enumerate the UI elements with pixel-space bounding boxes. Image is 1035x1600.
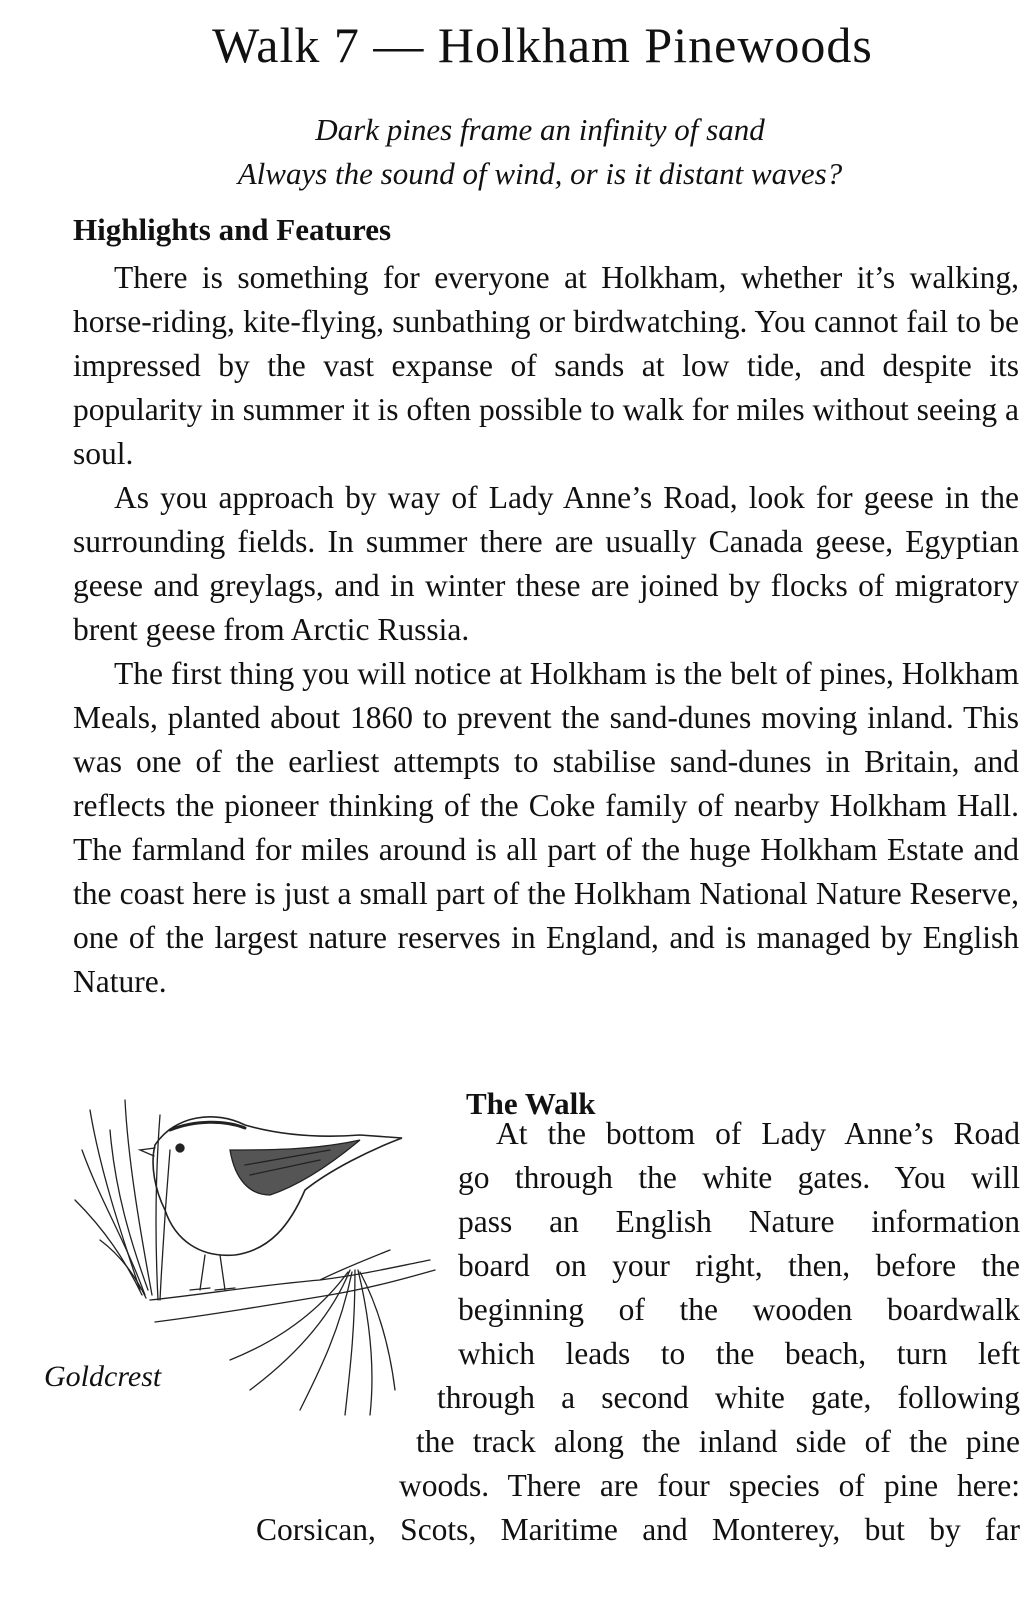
walk-line: board on your right, then, before the <box>458 1248 1020 1283</box>
epigraph-line-2: Always the sound of wind, or is it distant waves? <box>237 156 843 191</box>
page-title: Walk 7 — Holkham Pinewoods <box>212 17 873 73</box>
highlights-heading: Highlights and Features <box>73 212 392 247</box>
walk-text <box>250 1112 1020 1552</box>
walk-line: the track along the inland side of the pine <box>416 1424 1020 1459</box>
walk-line: Corsican, Scots, Maritime and Monterey, but by far <box>256 1512 1020 1547</box>
epigraph-line-1: Dark pines frame an infinity of sand <box>315 112 765 147</box>
walk-line: which leads to the beach, turn left <box>458 1336 1020 1371</box>
highlights-paragraph-3: The first thing you will notice at Holkham is the belt of pines, Holkham Meals, planted about 1860 to prevent the sand-dunes moving inland. This was one of the earliest attempts to stabilise sand-dunes in Britain, and reflects the pioneer thinking of the Coke family of nearby Holkham Hall. The farmland for miles around is all part of the huge Holkham Estate and the coast here is just a small part of the Holkham National Nature Reserve, one of the largest nature reserves in England, and is managed by English Nature. <box>73 656 1019 999</box>
walk-line: beginning of the wooden boardwalk <box>458 1292 1020 1327</box>
walk-heading: The Walk <box>466 1086 596 1121</box>
walk-line: woods. There are four species of pine here: <box>399 1468 1020 1503</box>
walk-line: pass an English Nature information <box>458 1204 1020 1239</box>
highlights-paragraph-2: As you approach by way of Lady Anne’s Road, look for geese in the surrounding fields. In summer there are usually Canada geese, Egyptian geese and greylags, and in winter these are joined by flocks of migratory brent geese from Arctic Russia. <box>73 480 1019 647</box>
walk-line: through a second white gate, following <box>437 1380 1020 1415</box>
walk-line: go through the white gates. You will <box>458 1160 1020 1195</box>
walk-line: At the bottom of Lady Anne’s Road <box>496 1116 1020 1151</box>
illustration-caption: Goldcrest <box>44 1360 162 1393</box>
epigraph <box>0 108 1035 196</box>
highlights-paragraph-1: There is something for everyone at Holkham, whether it’s walking, horse-riding, kite-flying, sunbathing or birdwatching. You cannot fail to be impressed by the vast expanse of sands at low tide, and despite its popularity in summer it is often possible to walk for miles without seeing a soul. <box>73 260 1019 471</box>
